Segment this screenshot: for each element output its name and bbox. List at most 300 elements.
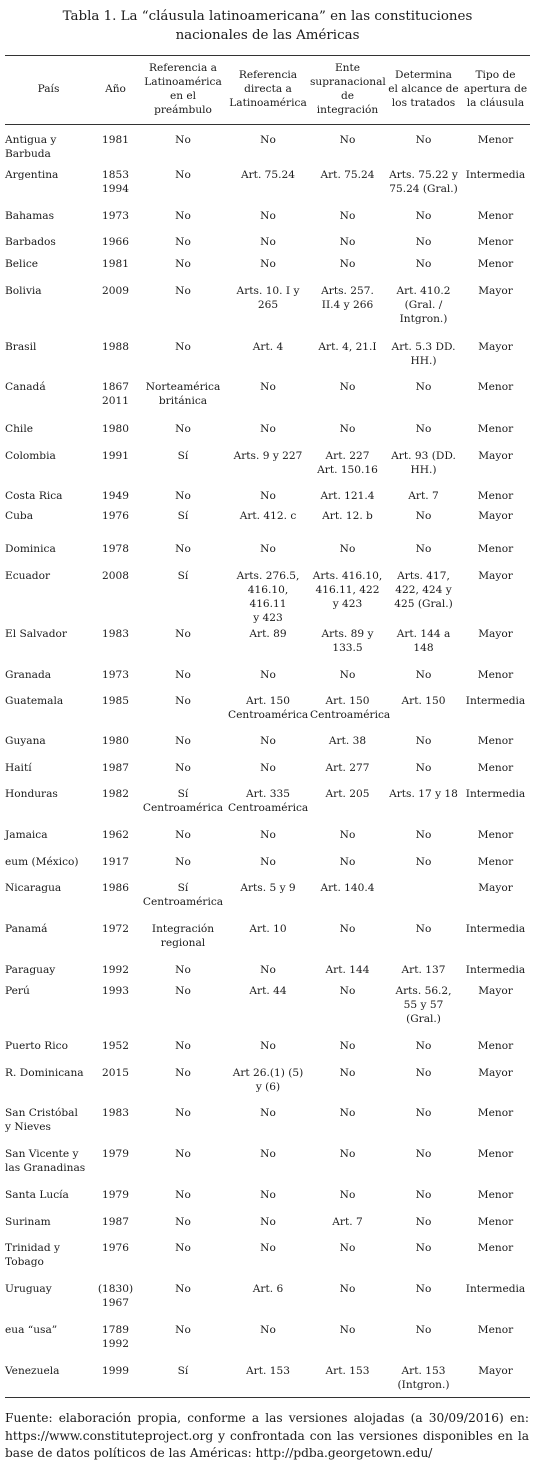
- cell-preamble-reference: [139, 1064, 227, 1104]
- cell-line: Jamaica: [5, 828, 48, 841]
- cell-line: No: [260, 257, 276, 270]
- header-clause-type: [461, 56, 530, 125]
- table-header: [5, 56, 530, 125]
- cell-treaty-scope: [386, 961, 461, 982]
- cell-line: No: [260, 761, 276, 774]
- cell-line: Arts. 417,: [397, 569, 450, 582]
- cell-preamble-reference: [139, 1280, 227, 1321]
- cell-line: País: [37, 83, 60, 95]
- cell-line: No: [175, 340, 191, 353]
- cell-year: [92, 487, 139, 507]
- header-preamble-reference: [139, 56, 227, 125]
- cell-line: Arts. 5 y 9: [240, 881, 296, 894]
- cell-treaty-scope: [386, 1145, 461, 1186]
- table-row: [5, 759, 530, 785]
- cell-line: Ecuador: [5, 569, 51, 582]
- cell-year: [92, 1213, 139, 1239]
- cell-direct-reference: [227, 785, 309, 826]
- cell-line: El Salvador: [5, 627, 67, 640]
- cell-line: regional: [160, 936, 206, 949]
- cell-country: [5, 1213, 92, 1239]
- cell-line: 1980: [102, 422, 129, 435]
- table-row: [5, 125, 530, 166]
- cell-line: No: [339, 542, 356, 555]
- table-row: [5, 879, 530, 920]
- cell-line: No: [260, 1215, 276, 1228]
- table-row: [5, 692, 530, 732]
- cell-line: HH.): [410, 463, 437, 476]
- cell-line: Menor: [477, 1147, 514, 1160]
- table-row: [5, 166, 530, 207]
- cell-line: Brasil: [5, 340, 37, 353]
- cell-line: No: [415, 257, 432, 270]
- cell-line: 1987: [102, 1215, 129, 1228]
- cell-line: Mayor: [478, 984, 513, 997]
- cell-preamble-reference: [139, 1145, 227, 1186]
- cell-year: [92, 233, 139, 255]
- header-row: [5, 56, 530, 125]
- cell-line: Granada: [5, 668, 52, 681]
- cell-line: Referencia: [238, 69, 298, 81]
- cell-country: [5, 282, 92, 338]
- cell-clause-type: [461, 507, 530, 540]
- cell-line: Antigua y: [5, 134, 57, 146]
- cell-clause-type: [461, 1280, 530, 1321]
- table-row: [5, 625, 530, 666]
- cell-line: Año: [105, 83, 126, 95]
- cell-line: Menor: [477, 257, 514, 270]
- cell-line: Art. 12. b: [322, 509, 373, 522]
- cell-line: No: [175, 1147, 191, 1160]
- cell-preamble-reference: [139, 1239, 227, 1280]
- cell-line: No: [339, 1039, 356, 1052]
- cell-country: [5, 1186, 92, 1213]
- cell-country: [5, 982, 92, 1037]
- cell-preamble-reference: [139, 1362, 227, 1398]
- cell-line: No: [339, 984, 356, 997]
- cell-line: No: [415, 235, 432, 248]
- cell-direct-reference: [227, 420, 309, 447]
- table-row: [5, 1186, 530, 1213]
- cell-line: 55 y 57: [403, 998, 444, 1011]
- cell-line: Art. 4: [252, 340, 284, 353]
- cell-line: No: [260, 1188, 276, 1201]
- cell-line: No: [415, 134, 432, 146]
- cell-preamble-reference: [139, 692, 227, 732]
- cell-line: Art. 44: [249, 984, 287, 997]
- cell-line: No: [175, 828, 191, 841]
- cell-year: [92, 666, 139, 692]
- cell-line: No: [175, 1241, 191, 1254]
- cell-line: No: [339, 235, 356, 248]
- cell-year: [92, 853, 139, 879]
- cell-clause-type: [461, 853, 530, 879]
- cell-supranational-entity: [309, 961, 386, 982]
- cell-preamble-reference: [139, 625, 227, 666]
- cell-line: Arts. 56.2,: [395, 984, 452, 997]
- cell-line: 1962: [102, 828, 129, 841]
- cell-clause-type: [461, 1145, 530, 1186]
- cell-line: No: [175, 1188, 191, 1201]
- cell-line: No: [415, 1215, 432, 1228]
- cell-country: [5, 125, 92, 166]
- cell-supranational-entity: [309, 420, 386, 447]
- cell-line: No: [339, 1188, 356, 1201]
- table-row: [5, 1213, 530, 1239]
- cell-line: Centroamérica: [142, 895, 224, 908]
- cell-line: Art. 7: [408, 489, 439, 502]
- cell-year: [92, 1104, 139, 1145]
- cell-clause-type: [461, 759, 530, 785]
- cell-year: [92, 338, 139, 378]
- table-row: [5, 378, 530, 420]
- table-row: [5, 1104, 530, 1145]
- cell-treaty-scope: [386, 540, 461, 567]
- cell-treaty-scope: [386, 625, 461, 666]
- cell-supranational-entity: [309, 507, 386, 540]
- cell-line: británica: [158, 394, 208, 407]
- cell-line: 1976: [102, 509, 129, 522]
- cell-line: Art. 277: [325, 761, 370, 774]
- cell-line: Referencia a: [149, 62, 217, 74]
- cell-line: Perú: [5, 984, 30, 997]
- table-row: [5, 338, 530, 378]
- cell-line: 416.10, 416.11: [247, 583, 289, 610]
- cell-clause-type: [461, 625, 530, 666]
- cell-line: Sí: [177, 787, 189, 800]
- cell-line: No: [339, 1241, 356, 1254]
- cell-year: [92, 125, 139, 166]
- cell-country: [5, 378, 92, 420]
- cell-line: No: [415, 209, 432, 222]
- cell-direct-reference: [227, 692, 309, 732]
- caption-line-2: nacionales de las Américas: [175, 28, 360, 43]
- cell-line: 1983: [102, 627, 129, 640]
- cell-line: Art. 93 (DD.: [391, 449, 456, 462]
- cell-line: Mayor: [478, 1364, 513, 1377]
- cell-line: Arts. 416.10,: [312, 569, 383, 582]
- cell-preamble-reference: [139, 1321, 227, 1362]
- cell-line: No: [175, 734, 191, 747]
- cell-line: Menor: [477, 828, 514, 841]
- cell-line: Arts. 17 y 18: [389, 787, 458, 800]
- cell-supranational-entity: [309, 759, 386, 785]
- cell-direct-reference: [227, 1239, 309, 1280]
- cell-direct-reference: [227, 1145, 309, 1186]
- cell-country: [5, 1280, 92, 1321]
- cell-country: [5, 853, 92, 879]
- cell-clause-type: [461, 1213, 530, 1239]
- cell-year: [92, 759, 139, 785]
- cell-line: Chile: [5, 422, 33, 435]
- cell-line: y (6): [255, 1080, 281, 1093]
- cell-line: Sí: [177, 881, 189, 894]
- cell-direct-reference: [227, 879, 309, 920]
- table-row: [5, 732, 530, 759]
- cell-supranational-entity: [309, 666, 386, 692]
- cell-preamble-reference: [139, 540, 227, 567]
- cell-country: [5, 785, 92, 826]
- cell-year: [92, 785, 139, 826]
- caption-line-1: Tabla 1. La “cláusula latinoamericana” en las constituciones: [62, 9, 473, 24]
- cell-year: [92, 540, 139, 567]
- cell-treaty-scope: [386, 338, 461, 378]
- cell-treaty-scope: [386, 567, 461, 625]
- cell-preamble-reference: [139, 1213, 227, 1239]
- cell-line: Art. 7: [332, 1215, 363, 1228]
- cell-line: 1993: [102, 984, 129, 997]
- cell-line: No: [175, 284, 191, 297]
- cell-line: Intermedia: [465, 1282, 526, 1295]
- cell-line: (Intgron.): [397, 1378, 450, 1391]
- cell-line: Art. 153: [401, 1364, 446, 1377]
- cell-line: No: [260, 668, 276, 681]
- table-row: [5, 785, 530, 826]
- cell-line: Sí: [177, 509, 189, 522]
- cell-treaty-scope: [386, 1186, 461, 1213]
- cell-country: [5, 1104, 92, 1145]
- cell-clause-type: [461, 1037, 530, 1064]
- cell-direct-reference: [227, 826, 309, 853]
- cell-line: Canadá: [5, 380, 46, 393]
- cell-line: No: [339, 1106, 356, 1119]
- cell-supranational-entity: [309, 378, 386, 420]
- header-direct-reference: [227, 56, 309, 125]
- table-row: [5, 853, 530, 879]
- cell-line: No: [260, 828, 276, 841]
- cell-supranational-entity: [309, 166, 386, 207]
- cell-clause-type: [461, 487, 530, 507]
- cell-treaty-scope: [386, 282, 461, 338]
- cell-line: Trinidad y: [5, 1241, 60, 1254]
- cell-line: 2009: [102, 284, 129, 297]
- cell-year: [92, 447, 139, 487]
- cell-direct-reference: [227, 338, 309, 378]
- cell-supranational-entity: [309, 282, 386, 338]
- cell-line: Intgron.): [399, 312, 448, 325]
- cell-clause-type: [461, 1064, 530, 1104]
- cell-direct-reference: [227, 378, 309, 420]
- cell-direct-reference: [227, 567, 309, 625]
- cell-direct-reference: [227, 666, 309, 692]
- cell-direct-reference: [227, 255, 309, 282]
- cell-preamble-reference: [139, 567, 227, 625]
- cell-country: [5, 255, 92, 282]
- cell-line: (Gral.): [406, 1012, 441, 1025]
- cell-clause-type: [461, 207, 530, 233]
- table-row: [5, 1064, 530, 1104]
- cell-line: No: [175, 855, 191, 868]
- cell-line: No: [175, 1215, 191, 1228]
- cell-clause-type: [461, 540, 530, 567]
- cell-preamble-reference: [139, 1186, 227, 1213]
- cell-country: [5, 338, 92, 378]
- table-row: [5, 1037, 530, 1064]
- table-row: [5, 826, 530, 853]
- cell-line: Menor: [477, 1106, 514, 1119]
- cell-supranational-entity: [309, 567, 386, 625]
- cell-line: Belice: [5, 257, 39, 270]
- cell-preamble-reference: [139, 982, 227, 1037]
- cell-preamble-reference: [139, 826, 227, 853]
- cell-line: 1952: [102, 1039, 129, 1052]
- cell-line: 1986: [102, 881, 129, 894]
- cell-preamble-reference: [139, 447, 227, 487]
- table-row: [5, 420, 530, 447]
- cell-line: Mayor: [478, 1066, 513, 1079]
- cell-line: 2015: [102, 1066, 129, 1079]
- cell-country: [5, 920, 92, 961]
- cell-preamble-reference: [139, 420, 227, 447]
- cell-line: Latinoamérica: [229, 97, 307, 109]
- cell-line: Mayor: [478, 569, 513, 582]
- cell-line: Surinam: [5, 1215, 51, 1228]
- cell-country: [5, 732, 92, 759]
- cell-year: [92, 625, 139, 666]
- cell-line: No: [415, 761, 432, 774]
- cell-line: Menor: [477, 855, 514, 868]
- cell-supranational-entity: [309, 1213, 386, 1239]
- cell-line: 1991: [102, 449, 129, 462]
- cell-line: No: [260, 1241, 276, 1254]
- table-caption: [0, 0, 535, 55]
- cell-direct-reference: [227, 125, 309, 166]
- cell-direct-reference: [227, 233, 309, 255]
- cell-line: No: [339, 1323, 356, 1336]
- cell-line: Art. 150: [246, 694, 290, 707]
- cell-line: No: [260, 734, 276, 747]
- cell-line: Menor: [477, 542, 514, 555]
- cell-clause-type: [461, 920, 530, 961]
- cell-line: Art. 227: [325, 449, 370, 462]
- cell-line: Art. 153: [325, 1364, 370, 1377]
- cell-line: Centroamérica: [310, 708, 391, 721]
- cell-line: Art. 10: [249, 922, 287, 935]
- cell-supranational-entity: [309, 1321, 386, 1362]
- cell-line: No: [415, 1241, 432, 1254]
- cell-country: [5, 692, 92, 732]
- cell-line: No: [339, 257, 356, 270]
- cell-clause-type: [461, 666, 530, 692]
- cell-treaty-scope: [386, 1213, 461, 1239]
- cell-line: Centroamérica: [142, 801, 224, 814]
- cell-preamble-reference: [139, 207, 227, 233]
- cell-treaty-scope: [386, 1104, 461, 1145]
- cell-line: Sí: [177, 569, 189, 582]
- cell-clause-type: [461, 447, 530, 487]
- header-treaty-scope: [386, 56, 461, 125]
- cell-line: y 423: [332, 597, 363, 610]
- cell-treaty-scope: [386, 785, 461, 826]
- cell-line: Arts. 89 y: [321, 627, 374, 640]
- cell-supranational-entity: [309, 1104, 386, 1145]
- cell-supranational-entity: [309, 692, 391, 732]
- cell-line: Art. 150: [401, 694, 446, 707]
- table-row: [5, 233, 530, 255]
- cell-clause-type: [461, 785, 530, 826]
- cell-supranational-entity: [309, 920, 386, 961]
- table-row: [5, 567, 530, 625]
- cell-line: Colombia: [5, 449, 56, 462]
- cell-year: [92, 826, 139, 853]
- cell-line: 1789: [102, 1323, 129, 1336]
- cell-country: [5, 420, 92, 447]
- cell-direct-reference: [227, 982, 309, 1037]
- cell-clause-type: [461, 961, 530, 982]
- cell-line: Menor: [477, 209, 514, 222]
- cell-line: Art. 410.2: [396, 284, 451, 297]
- cell-country: [5, 567, 92, 625]
- cell-treaty-scope: [386, 378, 461, 420]
- cell-line: No: [339, 922, 356, 935]
- cell-supranational-entity: [309, 625, 386, 666]
- cell-line: 1983: [102, 1106, 129, 1119]
- cell-line: No: [175, 1039, 191, 1052]
- table-row: [5, 540, 530, 567]
- cell-year: [92, 1064, 139, 1104]
- cell-direct-reference: [227, 540, 309, 567]
- cell-line: Art. 144: [325, 963, 370, 976]
- cell-clause-type: [461, 1104, 530, 1145]
- cell-line: No: [339, 134, 356, 146]
- clausula-table: [5, 55, 530, 1398]
- table-row: [5, 920, 530, 961]
- cell-line: Menor: [477, 761, 514, 774]
- cell-line: Barbuda: [5, 148, 51, 160]
- cell-treaty-scope: [386, 1362, 461, 1398]
- cell-line: No: [415, 668, 432, 681]
- cell-line: Bolivia: [5, 284, 42, 297]
- cell-year: [92, 1321, 139, 1362]
- cell-preamble-reference: [139, 1037, 227, 1064]
- cell-treaty-scope: [386, 732, 461, 759]
- cell-line: 422, 424 y: [395, 583, 452, 596]
- cell-line: No: [260, 1323, 276, 1336]
- cell-line: No: [260, 963, 276, 976]
- cell-line: Sí: [177, 449, 189, 462]
- cell-line: No: [339, 380, 356, 393]
- cell-line: Dominica: [5, 542, 56, 555]
- table-row: [5, 507, 530, 540]
- cell-supranational-entity: [309, 1037, 386, 1064]
- cell-clause-type: [461, 879, 530, 920]
- cell-year: [92, 420, 139, 447]
- cell-line: directa a: [244, 83, 292, 95]
- cell-line: Venezuela: [5, 1364, 60, 1377]
- cell-treaty-scope: [386, 207, 461, 233]
- cell-treaty-scope: [386, 420, 461, 447]
- cell-country: [5, 166, 92, 207]
- cell-line: No: [175, 1066, 191, 1079]
- cell-line: 1853: [102, 168, 129, 181]
- cell-line: Intermedia: [465, 694, 526, 707]
- cell-line: Art. 75.24: [320, 168, 375, 181]
- cell-direct-reference: [227, 1064, 309, 1104]
- cell-preamble-reference: [139, 785, 227, 826]
- cell-line: No: [415, 1323, 432, 1336]
- cell-line: Bahamas: [5, 209, 55, 222]
- cell-line: Arts. 276.5,: [236, 569, 300, 582]
- cell-line: 2011: [102, 394, 129, 407]
- cell-line: y Nieves: [5, 1120, 51, 1133]
- cell-line: Honduras: [5, 787, 58, 800]
- table-row: [5, 207, 530, 233]
- cell-clause-type: [461, 255, 530, 282]
- cell-preamble-reference: [139, 732, 227, 759]
- cell-line: No: [260, 134, 276, 146]
- cell-country: [5, 207, 92, 233]
- header-year: [92, 56, 139, 125]
